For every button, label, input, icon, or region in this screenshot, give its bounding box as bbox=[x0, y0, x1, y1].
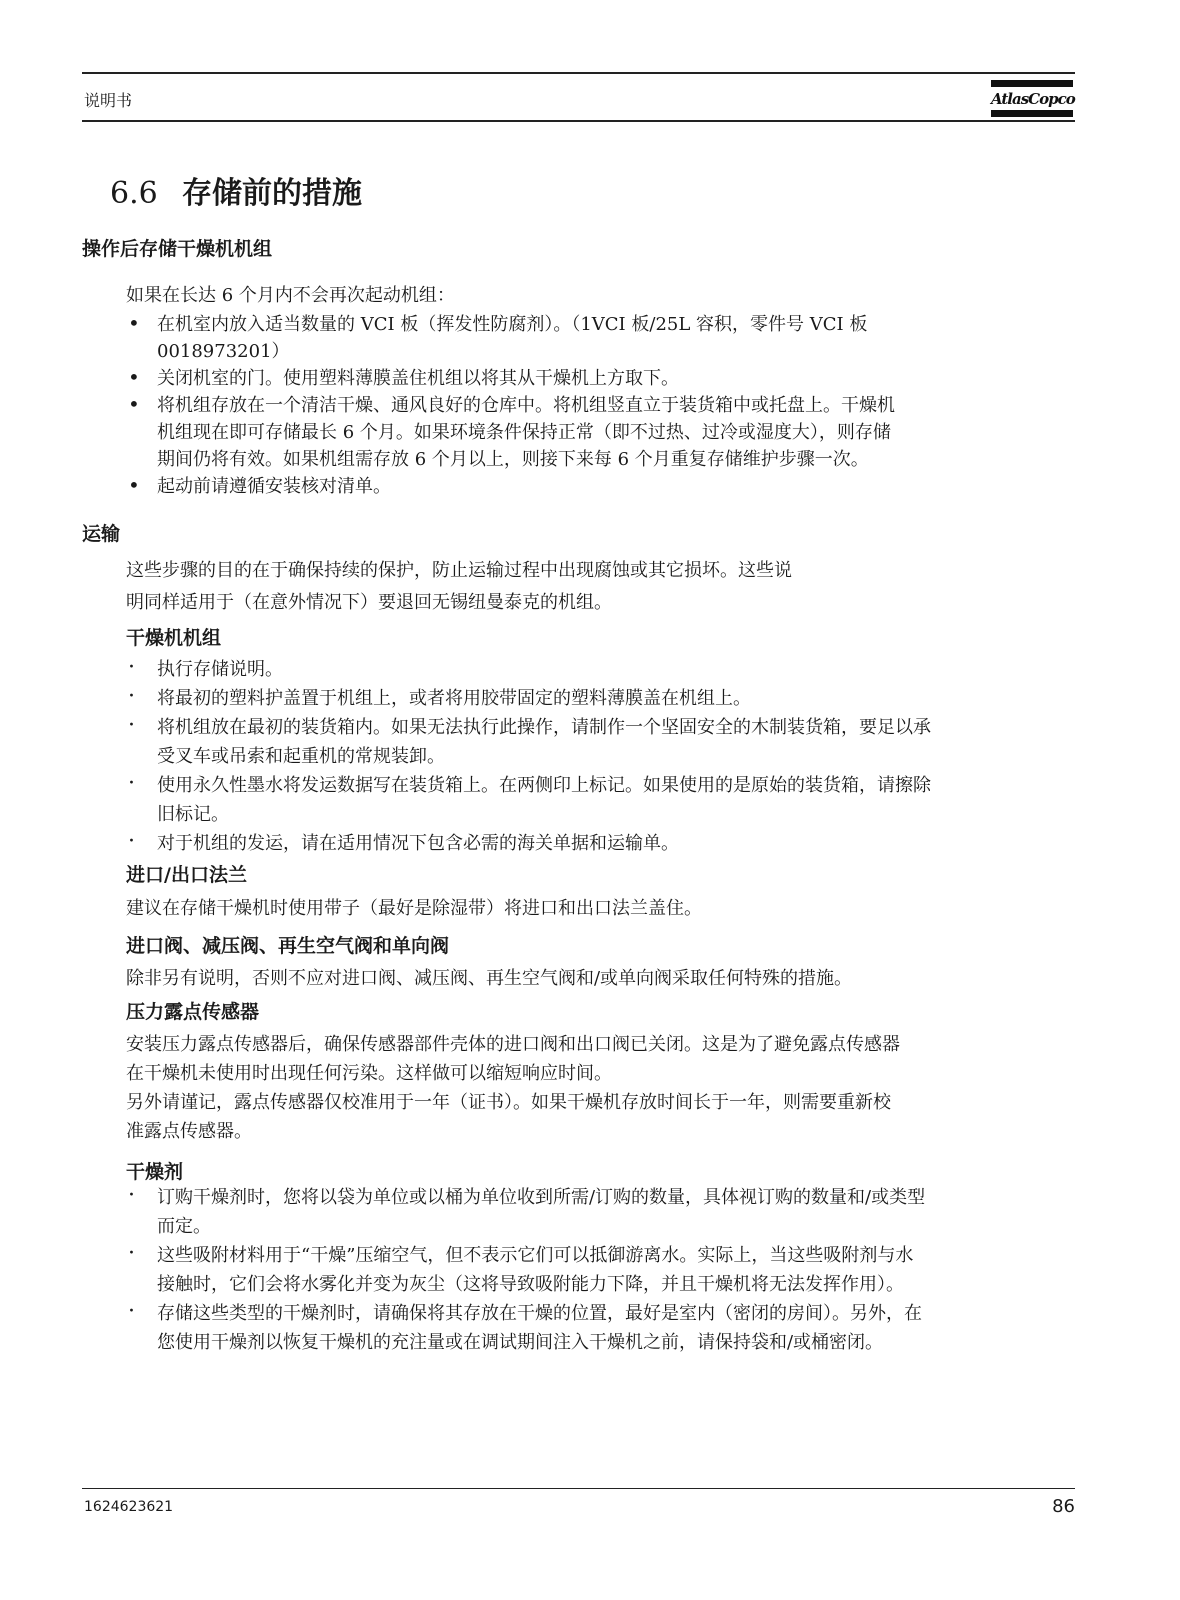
section-title-text: 存储前的措施 bbox=[182, 176, 362, 211]
list-item bbox=[126, 829, 1076, 858]
page-number: 86 bbox=[1052, 1496, 1075, 1517]
list-item bbox=[126, 713, 1076, 771]
header-title: 说明书 bbox=[84, 91, 133, 110]
section-number: 6.6 bbox=[110, 176, 158, 211]
logo-bar-bottom bbox=[991, 110, 1073, 117]
bullet-icon bbox=[128, 311, 148, 335]
list-item bbox=[126, 1299, 1076, 1357]
dryer-heading: 干燥机机组 bbox=[126, 627, 222, 649]
bullet-icon bbox=[128, 392, 148, 416]
list-item-line: 您使用干燥剂以恢复干燥机的充注量或在调试期间注入干燥机之前，请保持袋和/或桶密闭。 bbox=[157, 1332, 884, 1353]
valves-text: 除非另有说明，否则不应对进口阀、减压阀、再生空气阀和/或单向阀采取任何特殊的措施。 bbox=[126, 968, 853, 989]
sensor-text bbox=[126, 1030, 1086, 1146]
document-number: 1624623621 bbox=[84, 1499, 174, 1515]
flanges-heading: 进口/出口法兰 bbox=[126, 864, 247, 886]
list-item-line: 这些吸附材料用于“干燥”压缩空气，但不表示它们可以抵御游离水。实际上，当这些吸附剂与水 bbox=[157, 1245, 914, 1266]
bullet-icon bbox=[128, 829, 148, 854]
list-item-line: 存储这些类型的干燥剂时，请确保将其存放在干燥的位置，最好是室内（密闭的房间）。另外，在 bbox=[157, 1303, 922, 1324]
list-item-line: 机组现在即可存储最长 6 个月。如果环境条件保持正常（即不过热、过冷或湿度大），则存储 bbox=[157, 422, 891, 443]
storage-list bbox=[126, 311, 1076, 500]
bullet-icon bbox=[128, 1299, 148, 1324]
paragraph-line: 这些步骤的目的在于确保持续的保护，防止运输过程中出现腐蚀或其它损坏。这些说 bbox=[126, 560, 792, 581]
paragraph-line: 在干燥机未使用时出现任何污染。这样做可以缩短响应时间。 bbox=[126, 1063, 612, 1084]
flanges-text: 建议在存储干燥机时使用带子（最好是除湿带）将进口和出口法兰盖住。 bbox=[126, 898, 702, 919]
list-item bbox=[126, 392, 1076, 473]
list-item-line: 订购干燥剂时，您将以袋为单位或以桶为单位收到所需/订购的数量，具体视订购的数量和/或类型 bbox=[157, 1187, 926, 1208]
atlas-copco-logo bbox=[991, 78, 1073, 118]
list-item bbox=[126, 1241, 1076, 1299]
list-item-line: 受叉车或吊索和起重机的常规装卸。 bbox=[157, 746, 445, 767]
list-item bbox=[126, 655, 1076, 684]
list-item-line: 接触时，它们会将水雾化并变为灰尘（这将导致吸附能力下降，并且干燥机将无法发挥作用）。 bbox=[157, 1274, 904, 1295]
bullet-icon bbox=[128, 655, 148, 680]
bullet-icon bbox=[128, 1183, 148, 1208]
page-header bbox=[82, 72, 1075, 122]
list-item bbox=[126, 771, 1076, 829]
bullet-icon bbox=[128, 1241, 148, 1266]
desiccant-heading: 干燥剂 bbox=[126, 1161, 184, 1183]
list-item bbox=[126, 684, 1076, 713]
list-item-line: 旧标记。 bbox=[157, 804, 229, 825]
valves-heading: 进口阀、减压阀、再生空气阀和单向阀 bbox=[126, 935, 450, 957]
transport-intro bbox=[126, 556, 1086, 617]
list-item bbox=[126, 365, 1076, 392]
bullet-icon bbox=[128, 771, 148, 796]
storage-heading: 操作后存储干燥机机组 bbox=[82, 238, 273, 260]
paragraph-line: 明同样适用于（在意外情况下）要退回无锡纽曼泰克的机组。 bbox=[126, 592, 612, 613]
section-title bbox=[110, 168, 362, 212]
transport-heading: 运输 bbox=[82, 523, 121, 545]
list-item-line: 在机室内放入适当数量的 VCI 板（挥发性防腐剂）。（1VCI 板/25L 容积，零件号 VCI 板 bbox=[157, 314, 868, 335]
paragraph-line: 安装压力露点传感器后，确保传感器部件壳体的进口阀和出口阀已关闭。这是为了避免露点传感器 bbox=[126, 1034, 900, 1055]
list-item-line: 将最初的塑料护盖置于机组上，或者将用胶带固定的塑料薄膜盖在机组上。 bbox=[157, 688, 751, 709]
desiccant-list bbox=[126, 1183, 1076, 1357]
list-item-line: 期间仍将有效。如果机组需存放 6 个月以上，则接下来每 6 个月重复存储维护步骤一次。 bbox=[157, 449, 869, 470]
list-item-line: 将机组存放在一个清洁干燥、通风良好的仓库中。将机组竖直立于装货箱中或托盘上。干燥机 bbox=[157, 395, 895, 416]
list-item bbox=[126, 311, 1076, 365]
bullet-icon bbox=[128, 365, 148, 389]
list-item-line: 执行存储说明。 bbox=[157, 659, 283, 680]
bullet-icon bbox=[128, 473, 148, 497]
list-item-line: 起动前请遵循安装核对清单。 bbox=[157, 476, 391, 497]
paragraph-line: 另外请谨记，露点传感器仅校准用于一年（证书）。如果干燥机存放时间长于一年，则需要重新校 bbox=[126, 1092, 891, 1113]
logo-bar-top bbox=[991, 80, 1073, 87]
list-item-line: 使用永久性墨水将发运数据写在装货箱上。在两侧印上标记。如果使用的是原始的装货箱，请擦除 bbox=[157, 775, 931, 796]
storage-intro: 如果在长达 6 个月内不会再次起动机组： bbox=[126, 285, 455, 306]
list-item-line: 关闭机室的门。使用塑料薄膜盖住机组以将其从干燥机上方取下。 bbox=[157, 368, 679, 389]
paragraph-line: 准露点传感器。 bbox=[126, 1121, 252, 1142]
bullet-icon bbox=[128, 713, 148, 738]
list-item-line: 将机组放在最初的装货箱内。如果无法执行此操作，请制作一个坚固安全的木制装货箱，要足以承 bbox=[157, 717, 931, 738]
bullet-icon bbox=[128, 684, 148, 709]
logo-text: AtlasCopco bbox=[991, 90, 1075, 108]
list-item bbox=[126, 473, 1076, 500]
list-item-line: 0018973201） bbox=[157, 341, 290, 362]
sensor-heading: 压力露点传感器 bbox=[126, 1001, 260, 1023]
list-item-line: 而定。 bbox=[157, 1216, 211, 1237]
list-item bbox=[126, 1183, 1076, 1241]
page-footer bbox=[82, 1488, 1075, 1517]
list-item-line: 对于机组的发运，请在适用情况下包含必需的海关单据和运输单。 bbox=[157, 833, 679, 854]
dryer-list bbox=[126, 655, 1076, 858]
